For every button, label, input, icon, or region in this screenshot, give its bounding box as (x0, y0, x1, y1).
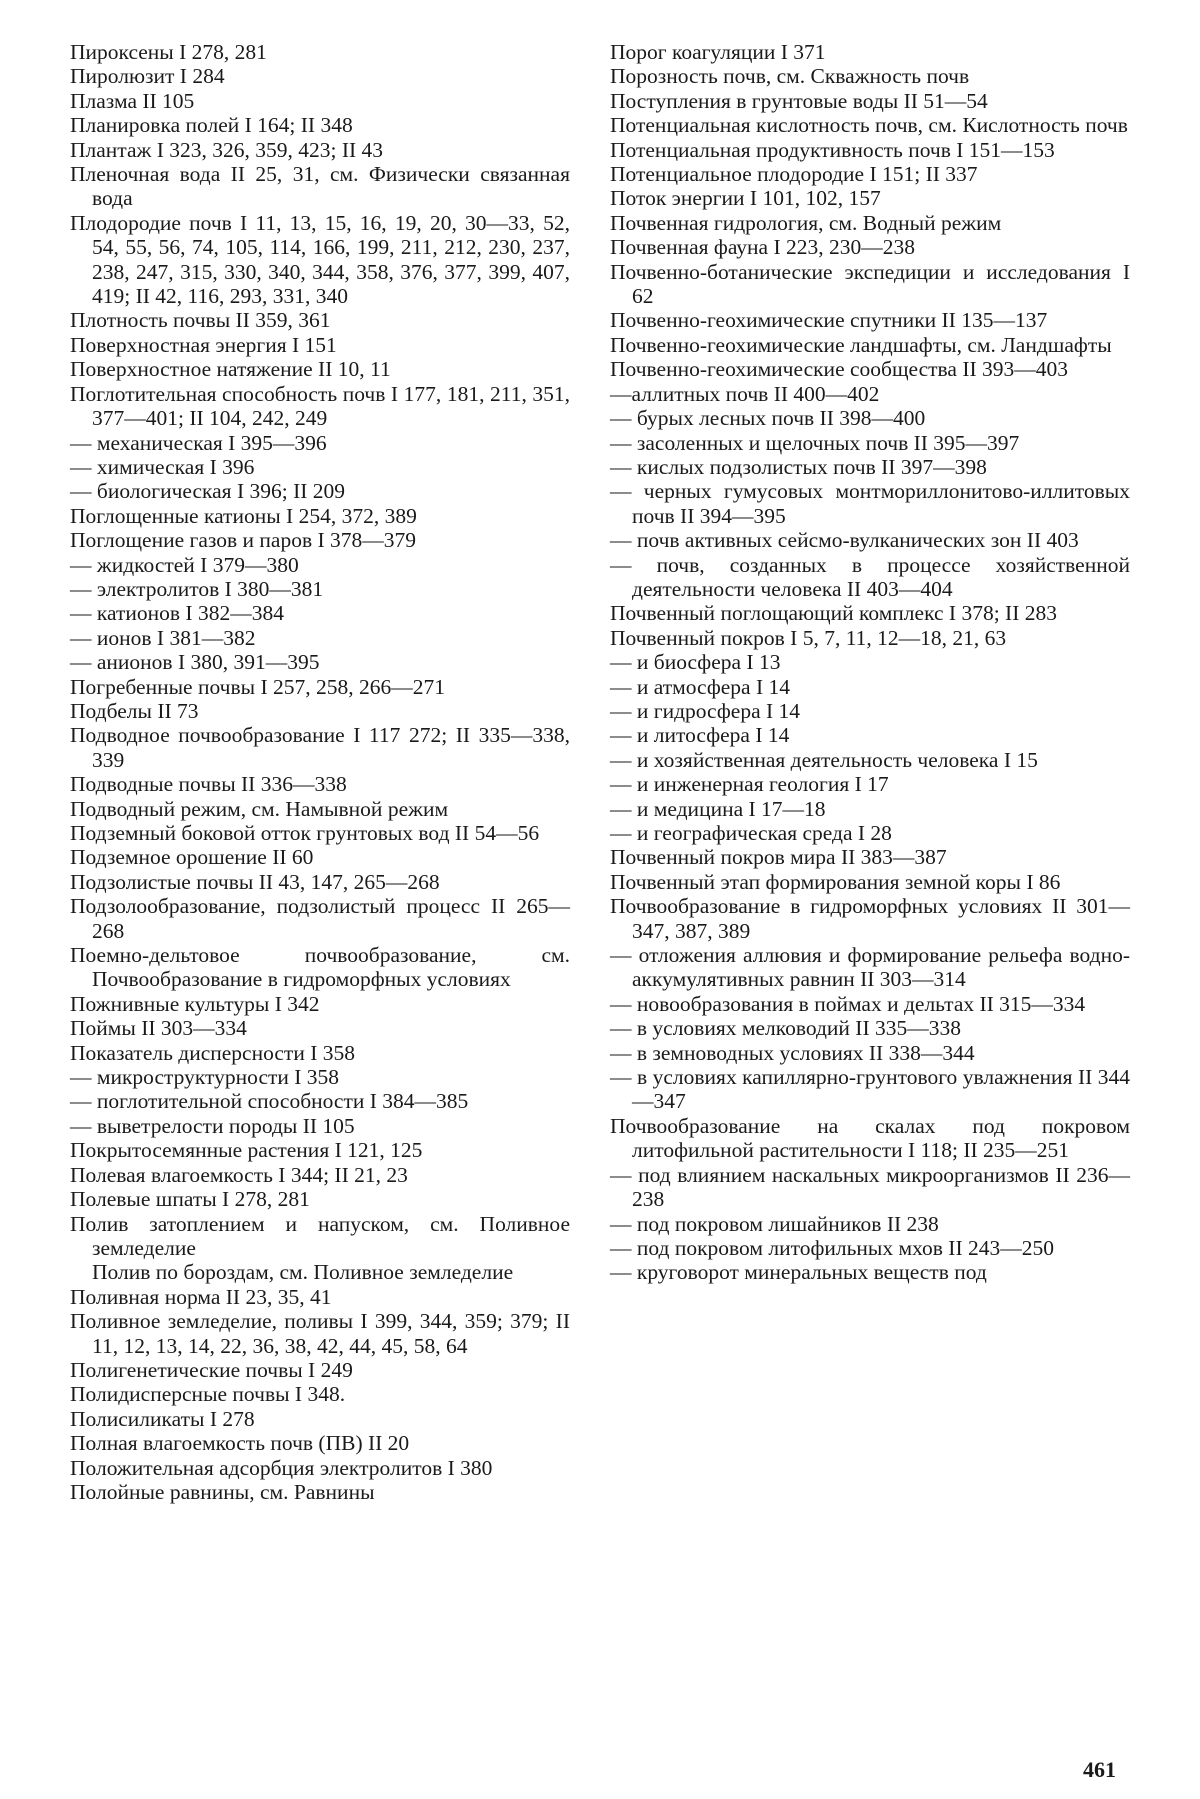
index-entry: Полевая влагоемкость I 344; II 21, 23 (70, 1162, 408, 1187)
index-entry: Положительная адсорбция электролитов I 380 (70, 1455, 493, 1480)
index-entry: Плотность почвы II 359, 361 (70, 308, 331, 333)
index-entry: — в земноводных условиях II 338—344 (610, 1040, 975, 1065)
index-entry: — жидкостей I 379—380 (70, 552, 299, 577)
index-entry: Поток энергии I 101, 102, 157 (610, 186, 881, 211)
index-entry: Подводные почвы II 336—338 (70, 772, 347, 797)
index-entry: — и биосфера I 13 (610, 650, 781, 675)
index-entry: — поглотительной способности I 384—385 (70, 1089, 469, 1114)
index-entry: — электролитов I 380—381 (70, 576, 324, 601)
index-entry: Подземный боковой отток грунтовых вод II 54—56 (70, 821, 540, 845)
index-entry: Почвообразование на скалах под покровом литофильной растительности I 118; II 235—251 (610, 1113, 1130, 1163)
index-column-left (70, 40, 570, 1504)
index-entry: — бурых лесных почв II 398—400 (610, 406, 926, 431)
index-entry: — отложения аллювия и формирование рельефа водно-аккумулятивных равнин II 303—314 (610, 943, 1130, 992)
index-entry: — и гидросфера I 14 (610, 698, 801, 723)
index-entry: Почвенная гидрология, см. Водный режим (610, 210, 1002, 235)
index-entry: Планировка полей I 164; II 348 (70, 113, 353, 138)
index-entry: — и атмосфера I 14 (610, 674, 791, 699)
index-entry: Почвенно-ботанические экспедиции и исследования I 62 (610, 259, 1130, 309)
index-entry: Показатель дисперсности I 358 (70, 1040, 355, 1065)
index-entry: Подзолообразование, подзолистый процесс II 265—268 (70, 894, 570, 943)
index-entry: — анионов I 380, 391—395 (70, 650, 320, 675)
index-entry: Почвенно-геохимические ландшафты, см. Ландшафты (610, 332, 1112, 357)
index-entry: Покрытосемянные растения I 121, 125 (70, 1138, 423, 1163)
index-entry: — почв, созданных в процессе хозяйственной деятельности человека II 403—404 (610, 552, 1130, 601)
index-entry: Поверхностная энергия I 151 (70, 332, 337, 357)
index-entry: Поверхностное натяжение II 10, 11 (70, 357, 391, 382)
index-entry: — в условиях капиллярно-грунтового увлажнения II 344—347 (610, 1065, 1130, 1114)
index-entry: — круговорот минеральных веществ под (610, 1260, 987, 1285)
index-entry: — выветрелости породы II 105 (70, 1113, 355, 1138)
index-entry: Потенциальная кислотность почв, см. Кислотность почв (610, 113, 1128, 138)
index-entry: — катионов I 382—384 (70, 601, 284, 626)
index-entry: Почвенный покров мира II 383—387 (610, 845, 947, 870)
index-entry: — биологическая I 396; II 209 (70, 479, 346, 504)
index-entry: Полигенетические почвы I 249 (70, 1357, 353, 1382)
index-entry: Порозность почв, см. Скважность почв (610, 64, 970, 89)
index-entry: Подводное почвообразование I 117 272; II 335—338, 339 (70, 723, 570, 772)
index-entry: Пленочная вода II 25, 31, см. Физически связанная вода (70, 162, 570, 211)
index-entry: — под покровом лишайников II 238 (610, 1211, 939, 1236)
index-entry: — и географическая среда I 28 (610, 821, 892, 845)
index-entry: — и литосфера I 14 (610, 723, 790, 748)
index-entry: Подзолистые почвы II 43, 147, 265—268 (70, 869, 440, 894)
index-entry: Пироксены I 278, 281 (70, 40, 267, 64)
index-entry: — и хозяйственная деятельность человека I 15 (610, 747, 1038, 772)
index-entry: Почвенная фауна I 223, 230—238 (610, 235, 916, 260)
index-entry: Полив затоплением и напуском, см. Поливное земледелие (70, 1211, 570, 1260)
index-entry: Потенциальное плодородие I 151; II 337 (610, 162, 978, 187)
index-entry: Почвенный поглощающий комплекс I 378; II 283 (610, 601, 1057, 626)
index-entry: Поглощение газов и паров I 378—379 (70, 528, 417, 553)
index-entry: — черных гумусовых монтмориллонитово-иллитовых почв II 394—395 (610, 479, 1130, 528)
index-entry: — под покровом литофильных мхов II 243—250 (610, 1235, 1055, 1260)
index-entry: —аллитных почв II 400—402 (610, 381, 880, 406)
index-entry: Плазма II 105 (70, 88, 195, 113)
index-entry: Плодородие почв I 11, 13, 15, 16, 19, 20, 30—33, 52, 54, 55, 56, 74, 105, 114, 166, 199, 211, 212, 230, 237, 238, 247, 315, 330, 340, 344, 358, 376, 377, 399, 407, 419; II 42, 116, 293, 331, 340 (70, 210, 570, 309)
index-entry: — микроструктурности I 358 (70, 1065, 340, 1090)
index-entry: Пожнивные культуры I 342 (70, 991, 320, 1016)
index-entry: — и инженерная геология I 17 (610, 772, 889, 797)
index-entry: Полидисперсные почвы I 348. (70, 1382, 346, 1407)
index-entry: — под влиянием наскальных микроорганизмов II 236—238 (610, 1162, 1130, 1212)
page-number: 461 (1083, 1757, 1116, 1782)
index-entry: — и медицина I 17—18 (610, 796, 826, 821)
index-entry: Подземное орошение II 60 (70, 845, 314, 870)
index-entry: Пиролюзит I 284 (70, 64, 225, 89)
index-entry: — засоленных и щелочных почв II 395—397 (610, 430, 1020, 455)
index-column-right (610, 40, 1130, 1285)
index-entry: Подбелы II 73 (70, 698, 199, 723)
index-entry: Поглощенные катионы I 254, 372, 389 (70, 503, 417, 528)
index-entry: — в условиях мелководий II 335—338 (610, 1016, 961, 1041)
index-entry: Полисиликаты I 278 (70, 1406, 255, 1431)
index-entry: — кислых подзолистых почв II 397—398 (610, 454, 987, 479)
index-entry: Порог коагуляции I 371 (610, 40, 826, 64)
index-entry: — новообразования в поймах и дельтах II 315—334 (610, 991, 1086, 1016)
index-entry: — почв активных сейсмо-вулканических зон II 403 (610, 528, 1079, 553)
index-entry: Почвенный этап формирования земной коры I 86 (610, 869, 1061, 894)
index-entry: Поемно-дельтовое почвообразование, см. Почвообразование в гидроморфных условиях (70, 943, 570, 992)
index-entry: Почвенно-геохимические сообщества II 393—403 (610, 357, 1069, 382)
index-entry: Полевые шпаты I 278, 281 (70, 1187, 310, 1212)
index-entry: Почвенно-геохимические спутники II 135—137 (610, 308, 1048, 333)
index-entry: — механическая I 395—396 (70, 430, 327, 455)
index-entry: Полив по бороздам, см. Поливное земледелие (92, 1260, 514, 1285)
index-entry: Почвенный покров I 5, 7, 11, 12—18, 21, 63 (610, 625, 1007, 650)
index-entry: — химическая I 396 (70, 454, 255, 479)
index-entry: Поступления в грунтовые воды II 51—54 (610, 88, 988, 113)
index-entry: Погребенные почвы I 257, 258, 266—271 (70, 674, 445, 699)
index-entry: Почвообразование в гидроморфных условиях II 301—347, 387, 389 (610, 894, 1130, 943)
index-entry: Поливная норма II 23, 35, 41 (70, 1284, 332, 1309)
index-entry: Подводный режим, см. Намывной режим (70, 796, 449, 821)
index-entry: Потенциальная продуктивность почв I 151—153 (610, 137, 1055, 162)
index-entry: Поливное земледелие, поливы I 399, 344, 359; 379; II 11, 12, 13, 14, 22, 36, 38, 42, 44, 45, 58, 64 (70, 1309, 570, 1358)
index-entry: — ионов I 381—382 (70, 625, 256, 650)
index-entry: Полная влагоемкость почв (ПВ) II 20 (70, 1431, 410, 1456)
index-entry: Плантаж I 323, 326, 359, 423; II 43 (70, 137, 384, 162)
index-entry: Полойные равнины, см. Равнины (70, 1479, 375, 1504)
index-entry: Поймы II 303—334 (70, 1016, 247, 1041)
index-entry: Поглотительная способность почв I 177, 181, 211, 351, 377—401; II 104, 242, 249 (70, 381, 570, 431)
